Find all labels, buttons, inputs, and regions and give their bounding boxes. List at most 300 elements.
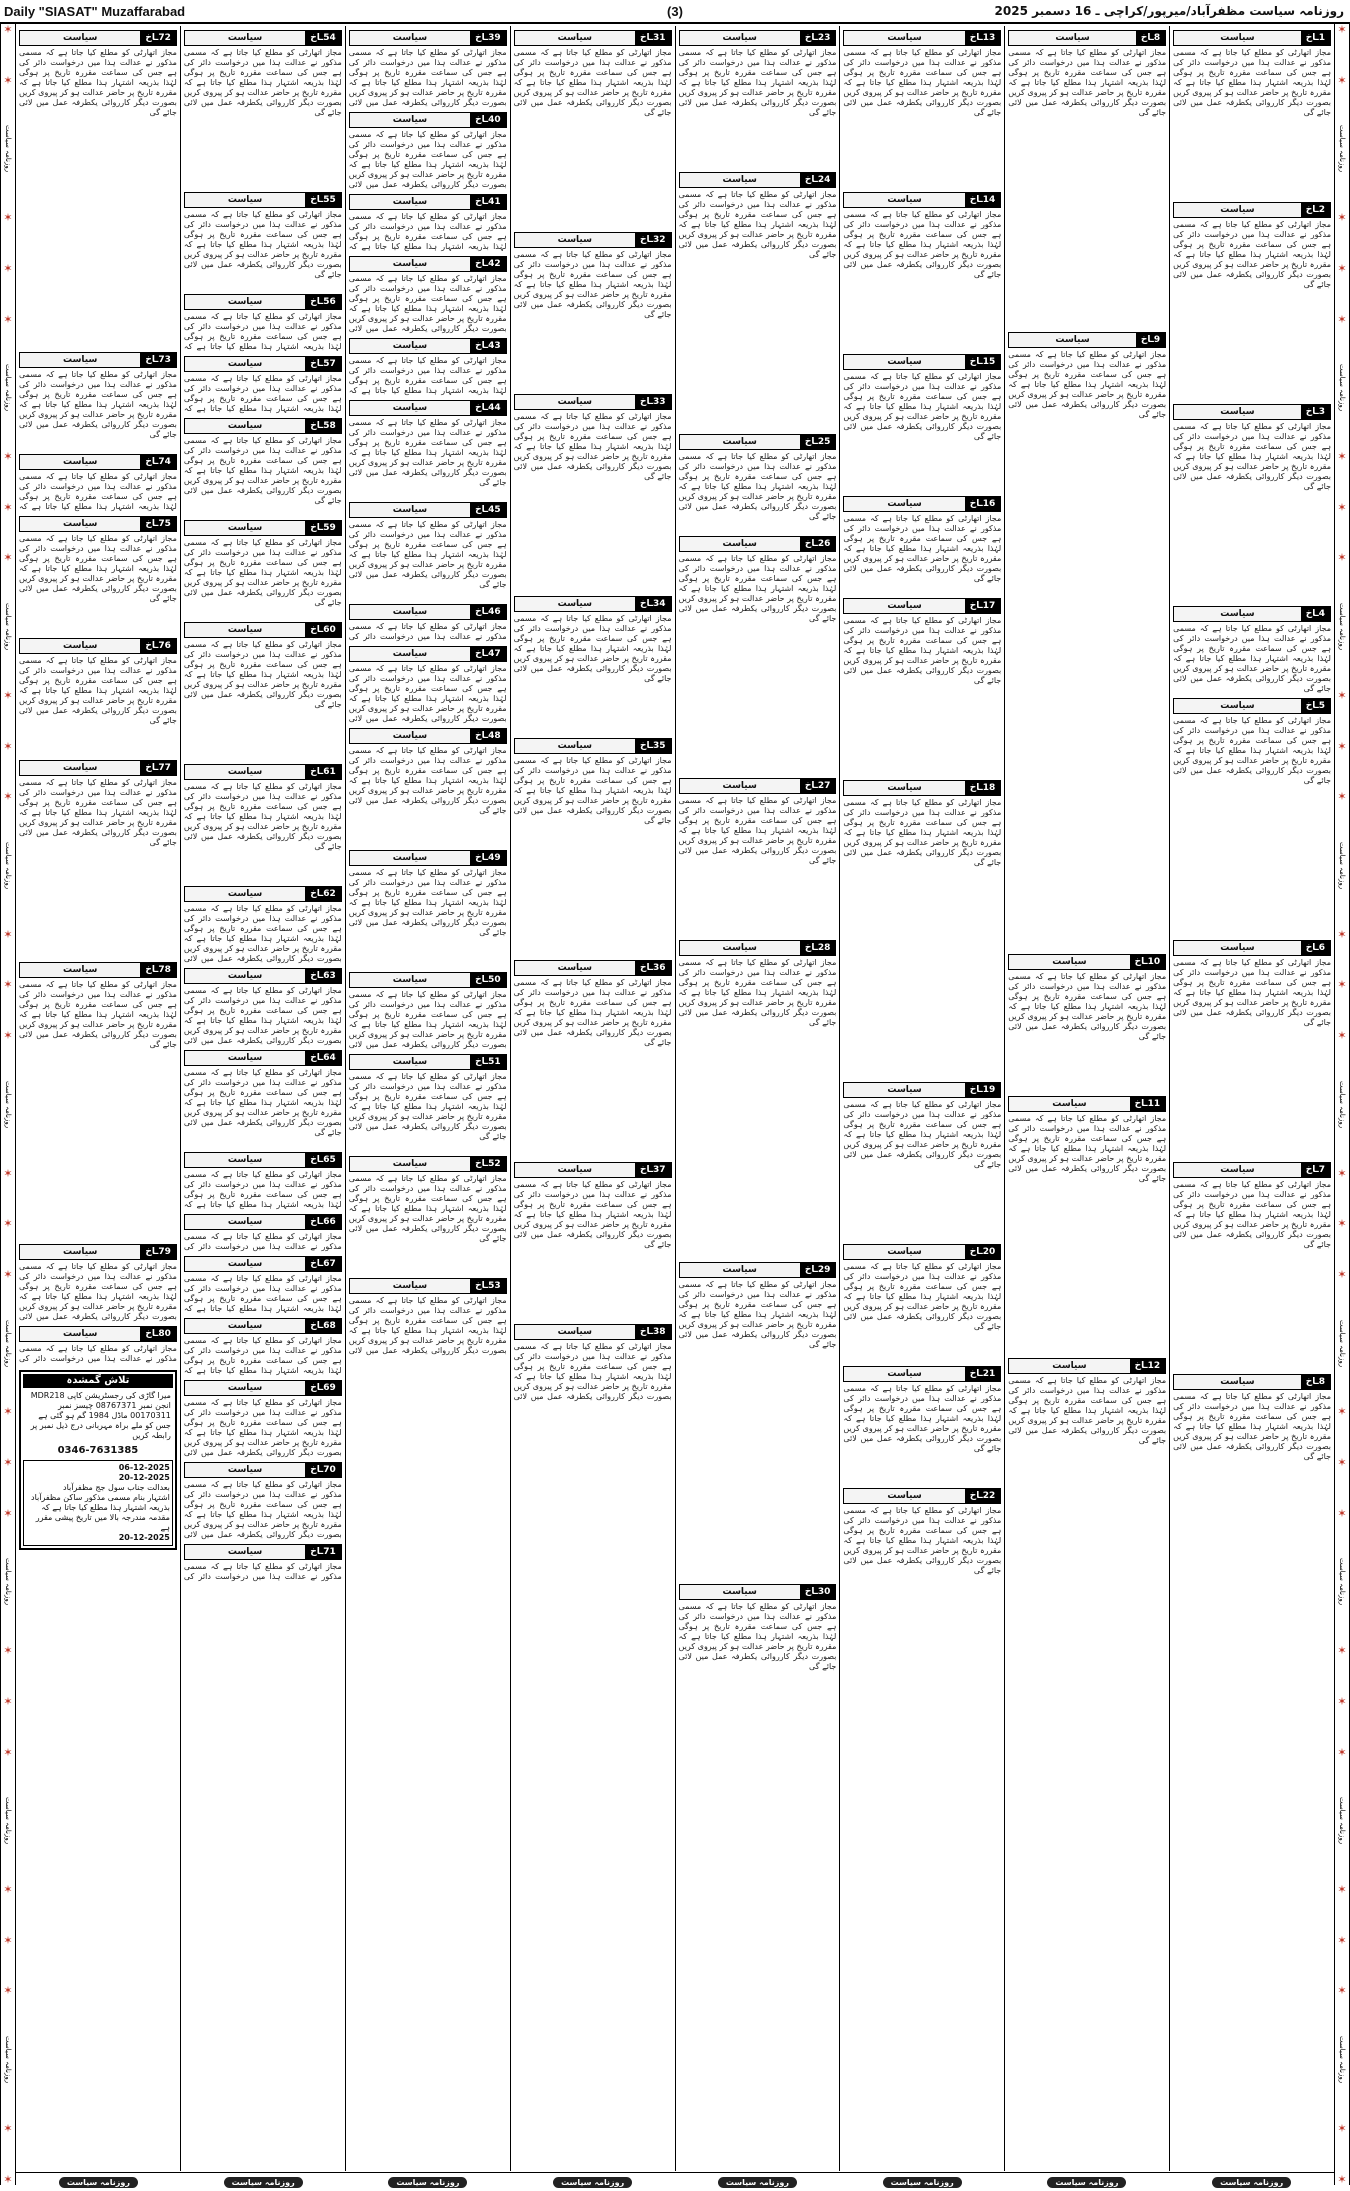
notice-header <box>349 850 507 866</box>
notice-brand: سیاست <box>722 943 757 953</box>
notice-brand: سیاست <box>227 889 263 899</box>
bottom-band-label: روزنامہ سیاست <box>59 2177 138 2188</box>
notice-number: 28ـاخ <box>800 941 835 955</box>
notice <box>184 1050 342 1148</box>
notice-brand: سیاست <box>1052 1099 1087 1109</box>
notice-text: مجاز اتھارٹی کو مطلع کیا جاتا ہے کہ مسمی مذکور نے عدالت ہذا میں درخواست دائر کی ہے جس کی سماعت مقررہ تاریخ پر ہوگی لہٰذا بذریعہ اشتہار ہذا مطلع کیا جاتا ہے کہ مقررہ تاریخ پر حاضر عدالت ہو کر پیروی کریں بصورت دیگر کارروائی یکطرفہ عمل میں لائی <box>348 1296 507 1355</box>
notice-brand: سیاست <box>1220 701 1255 711</box>
notice-header <box>349 1054 507 1070</box>
notice-number: 45ـاخ <box>470 503 505 517</box>
notice-brand: سیاست <box>1220 1165 1255 1175</box>
notice-brand: سیاست <box>1055 335 1090 345</box>
notice-text: مجاز اتھارٹی کو مطلع کیا جاتا ہے کہ مسمی مذکور نے عدالت ہذا میں درخواست دائر کی ہے جس کی سماعت مقررہ تاریخ پر ہوگی لہٰذا بذریعہ اشتہار ہذا مطلع کیا جاتا ہے کہ مقررہ تاریخ پر حاضر عدالت ہو کر پیروی کریں بصورت دیگر کارروائی یکطرفہ عمل میں لائی جائے گی <box>513 978 672 1047</box>
notice-text: مجاز اتھارٹی کو مطلع کیا جاتا ہے کہ مسمی مذکور نے عدالت ہذا میں درخواست دائر کی ہے جس کی سماعت مقررہ تاریخ پر ہوگی لہٰذا بذریعہ اشتہار ہذا مطلع کیا جاتا ہے کہ مقررہ تاریخ پر حاضر عدالت ہو کر پیروی کریں بصورت دیگر کارروائی یکطرفہ عمل میں لائی جائے گی <box>1008 972 1167 1041</box>
notice <box>184 192 342 290</box>
notice-brand: سیاست <box>887 783 922 793</box>
notice-text: مجاز اتھارٹی کو مطلع کیا جاتا ہے کہ مسمی مذکور نے عدالت ہذا میں درخواست دائر کی ہے جس کی سماعت مقررہ تاریخ پر ہوگی لہٰذا بذریعہ اشتہار ہذا مطلع کیا جاتا ہے کہ مقررہ تاریخ پر حاضر عدالت ہو کر پیروی کریں بصورت دیگر کارروائی یکطرفہ عمل میں لائی جائے گی <box>1008 1376 1167 1445</box>
notice-text: مجاز اتھارٹی کو مطلع کیا جاتا ہے کہ مسمی مذکور نے عدالت ہذا میں درخواست دائر کی ہے جس کی سماعت مقررہ تاریخ پر ہوگی لہٰذا بذریعہ اشتہار ہذا مطلع کیا جاتا ہے کہ مقررہ تاریخ پر حاضر عدالت ہو کر پیروی کریں بصورت دیگر کارروائی یکطرفہ عمل میں لائی جائے گی <box>1173 624 1331 693</box>
notice <box>1173 606 1331 694</box>
star-ornament-icon: ✶ <box>3 450 13 464</box>
notice-number: 6ـاخ <box>1301 941 1330 955</box>
bottom-band-label: روزنامہ سیاست <box>1047 2177 1126 2188</box>
notice-number: 49ـاخ <box>470 851 505 865</box>
notice-text: مجاز اتھارٹی کو مطلع کیا جاتا ہے کہ مسمی مذکور نے عدالت ہذا میں درخواست دائر کی ہے جس کی سماعت مقررہ تاریخ پر ہوگی لہٰذا بذریعہ اشتہار ہذا مطلع کیا جاتا ہے کہ مقررہ تاریخ پر حاضر عدالت ہو کر پیروی کریں بصورت دیگر کارروائی یکطرفہ عمل میں لائی جائے گی <box>348 520 507 589</box>
notice <box>514 30 672 228</box>
bottom-band-label: روزنامہ سیاست <box>1212 2177 1291 2188</box>
star-ornament-icon: ✶ <box>1337 1217 1347 1231</box>
notice-brand: سیاست <box>227 625 263 635</box>
notice-brand: سیاست <box>1220 1377 1255 1387</box>
notice-text: مجاز اتھارٹی کو مطلع کیا جاتا ہے کہ مسمی مذکور نے عدالت ہذا میں درخواست دائر کی ہے جس کی سماعت مقررہ تاریخ پر ہوگی لہٰذا بذریعہ اشتہار ہذا مطلع کیا جاتا ہے کہ <box>183 374 342 413</box>
notice <box>19 760 177 958</box>
notice-header <box>843 1082 1001 1098</box>
notice-number: 72ـاخ <box>140 31 175 45</box>
star-ornament-icon: ✶ <box>1337 1984 1347 1998</box>
column <box>510 26 675 2171</box>
star-ornament-icon: ✶ <box>3 1933 13 1947</box>
notice-brand: سیاست <box>227 1259 263 1269</box>
notice-brand: سیاست <box>392 1057 428 1067</box>
star-ornament-icon: ✶ <box>3 1405 13 1419</box>
notice-text: مجاز اتھارٹی کو مطلع کیا جاتا ہے کہ مسمی مذکور نے عدالت ہذا میں درخواست دائر کی ہے جس کی سماعت مقررہ تاریخ پر ہوگی لہٰذا بذریعہ اشتہار ہذا مطلع کیا جاتا ہے کہ مقررہ تاریخ پر حاضر عدالت ہو کر پیروی کریں بصورت دیگر کارروائی یکطرفہ عمل میں لائی جائے گی <box>348 1174 507 1243</box>
notice-brand: سیاست <box>227 1321 263 1331</box>
column <box>675 26 840 2171</box>
star-ornament-icon: ✶ <box>3 790 13 804</box>
notice-number: 77ـاخ <box>140 761 175 775</box>
notice <box>349 400 507 498</box>
adv-date-2: 20-12-2025 <box>118 1473 170 1482</box>
column <box>16 26 180 2171</box>
notice-text: مجاز اتھارٹی کو مطلع کیا جاتا ہے کہ مسمی مذکور نے عدالت ہذا میں درخواست دائر کی ہے جس کی سماعت مقررہ تاریخ پر ہوگی لہٰذا بذریعہ اشتہار ہذا مطلع کیا جاتا ہے کہ <box>183 1170 342 1209</box>
notice <box>184 1214 342 1252</box>
notice-text: مجاز اتھارٹی کو مطلع کیا جاتا ہے کہ مسمی مذکور نے عدالت ہذا میں درخواست دائر کی ہے جس کی سماعت مقررہ تاریخ پر ہوگی لہٰذا بذریعہ اشتہار ہذا مطلع کیا جاتا ہے کہ مقررہ تاریخ پر حاضر عدالت ہو کر پیروی کریں بصورت دیگر کارروائی یکطرفہ عمل میں لائی جائے گی <box>513 614 672 683</box>
notice-header <box>679 172 837 188</box>
star-ornament-icon: ✶ <box>3 23 13 36</box>
notice-number: 31ـاخ <box>635 31 670 45</box>
notice <box>1008 332 1166 950</box>
notice-text: مجاز اتھارٹی کو مطلع کیا جاتا ہے کہ مسمی مذکور نے عدالت ہذا میں درخواست دائر کی <box>183 1232 342 1251</box>
notice-number: 54ـاخ <box>305 31 340 45</box>
notice <box>349 502 507 600</box>
notice-text: مجاز اتھارٹی کو مطلع کیا جاتا ہے کہ مسمی مذکور نے عدالت ہذا میں درخواست دائر کی ہے جس کی سماعت مقررہ تاریخ پر ہوگی لہٰذا بذریعہ اشتہار ہذا مطلع کیا جاتا ہے کہ مقررہ تاریخ پر حاضر عدالت ہو کر پیروی کریں بصورت دیگر کارروائی یکطرفہ عمل میں لائی جائے گی <box>183 210 342 279</box>
notice-text: مجاز اتھارٹی کو مطلع کیا جاتا ہے کہ مسمی مذکور نے عدالت ہذا میں درخواست دائر کی ہے جس کی سماعت مقررہ تاریخ پر ہوگی لہٰذا بذریعہ اشتہار ہذا مطلع کیا جاتا ہے کہ مقررہ تاریخ پر حاضر عدالت ہو کر پیروی کریں بصورت دیگر کارروائی یکطرفہ عمل میں لائی جائے گی <box>678 1280 837 1349</box>
notice-number: 66ـاخ <box>305 1215 340 1229</box>
notice-columns <box>16 26 1334 2171</box>
notice <box>1008 30 1166 328</box>
notice <box>514 1324 672 1402</box>
notice-header <box>19 30 177 46</box>
notice <box>679 1584 837 1782</box>
notice <box>843 1244 1001 1362</box>
right-ornament-border <box>1334 24 1350 2185</box>
notice-number: 52ـاخ <box>470 1157 505 1171</box>
notice <box>184 520 342 618</box>
side-tag: روزنامہ سیاست <box>4 841 12 890</box>
notice-header <box>349 256 507 272</box>
notice-header <box>349 400 507 416</box>
notice-text: مجاز اتھارٹی کو مطلع کیا جاتا ہے کہ مسمی مذکور نے عدالت ہذا میں درخواست دائر کی ہے جس کی سماعت مقررہ تاریخ پر ہوگی لہٰذا بذریعہ اشتہار ہذا مطلع کیا جاتا ہے کہ <box>19 472 177 511</box>
notice-text: مجاز اتھارٹی کو مطلع کیا جاتا ہے کہ مسمی مذکور نے عدالت ہذا میں درخواست دائر کی <box>348 622 507 641</box>
star-ornament-icon: ✶ <box>3 1166 13 1180</box>
notice-header <box>1008 1096 1166 1112</box>
star-ornament-icon: ✶ <box>1337 312 1347 326</box>
notice <box>184 1544 342 1582</box>
notice-text: مجاز اتھارٹی کو مطلع کیا جاتا ہے کہ مسمی مذکور نے عدالت ہذا میں درخواست دائر کی ہے جس کی سماعت مقررہ تاریخ پر ہوگی لہٰذا بذریعہ اشتہار ہذا مطلع کیا جاتا ہے کہ مقررہ تاریخ پر حاضر عدالت ہو کر پیروی کریں بصورت دیگر کارروائی یکطرفہ عمل میں لائی جائے گی <box>183 436 342 505</box>
notice-number: 41ـاخ <box>470 195 505 209</box>
notice-brand: سیاست <box>1055 33 1090 43</box>
notice <box>184 294 342 352</box>
notice <box>514 596 672 734</box>
notice-header <box>19 638 177 654</box>
notice <box>1008 1096 1166 1354</box>
notice <box>349 338 507 396</box>
notice <box>1173 698 1331 936</box>
notice-text: مجاز اتھارٹی کو مطلع کیا جاتا ہے کہ مسمی مذکور نے عدالت ہذا میں درخواست دائر کی ہے جس کی سماعت مقررہ تاریخ پر ہوگی لہٰذا بذریعہ اشتہار ہذا مطلع کیا جاتا ہے کہ مقررہ تاریخ پر حاضر عدالت ہو کر پیروی کریں بصورت دیگر کارروائی یکطرفہ عمل میں لائی <box>19 1262 177 1321</box>
notice-header <box>184 1256 342 1272</box>
notice <box>1173 1162 1331 1370</box>
notice-number: 70ـاخ <box>305 1463 340 1477</box>
notice-brand: سیاست <box>722 781 757 791</box>
star-ornament-icon: ✶ <box>1337 211 1347 225</box>
notice <box>184 886 342 964</box>
notice <box>184 356 342 414</box>
notice-number: 33ـاخ <box>635 395 670 409</box>
notice-number: 25ـاخ <box>800 435 835 449</box>
notice-brand: سیاست <box>227 359 263 369</box>
notice <box>184 622 342 760</box>
notice <box>349 1054 507 1152</box>
star-ornament-icon: ✶ <box>1337 1745 1347 1759</box>
side-tag: روزنامہ سیاست <box>1338 364 1346 412</box>
side-tag: روزنامہ سیاست <box>4 1319 12 1367</box>
notice-number: 2ـاخ <box>1301 203 1330 217</box>
notice-number: 5ـاخ <box>1301 699 1330 713</box>
notice-header <box>184 30 342 46</box>
notice-brand: سیاست <box>722 539 757 549</box>
notice <box>843 496 1001 594</box>
notice-number: 30ـاخ <box>800 1585 835 1599</box>
notice-number: 35ـاخ <box>635 739 670 753</box>
notice-text: مجاز اتھارٹی کو مطلع کیا جاتا ہے کہ مسمی مذکور نے عدالت ہذا میں درخواست دائر کی ہے جس کی سماعت مقررہ تاریخ پر ہوگی لہٰذا بذریعہ اشتہار ہذا مطلع کیا جاتا ہے کہ مقررہ تاریخ پر حاضر عدالت ہو کر پیروی کریں بصورت دیگر کارروائی یکطرفہ عمل میں لائی جائے گی <box>513 412 672 481</box>
notice-brand: سیاست <box>1052 1361 1087 1371</box>
notice-text: مجاز اتھارٹی کو مطلع کیا جاتا ہے کہ مسمی مذکور نے عدالت ہذا میں درخواست دائر کی ہے جس کی سماعت مقررہ تاریخ پر ہوگی لہٰذا بذریعہ اشتہار ہذا مطلع کیا جاتا ہے کہ <box>183 1274 342 1313</box>
star-ornament-icon: ✶ <box>1337 978 1347 992</box>
notice <box>184 968 342 1046</box>
notice-number: 20ـاخ <box>965 1245 1000 1259</box>
notice <box>843 780 1001 1078</box>
notice <box>184 1380 342 1458</box>
side-tag: روزنامہ سیاست <box>1338 1080 1346 1128</box>
notice-brand: سیاست <box>392 259 428 269</box>
notice-text: مجاز اتھارٹی کو مطلع کیا جاتا ہے کہ مسمی مذکور نے عدالت ہذا میں درخواست دائر کی <box>183 1562 342 1581</box>
notice-number: 51ـاخ <box>470 1055 505 1069</box>
notice-number: 10ـاخ <box>1130 955 1165 969</box>
star-ornament-icon: ✶ <box>1337 551 1347 565</box>
notice-brand: سیاست <box>887 601 922 611</box>
notice-header <box>349 728 507 744</box>
notice-number: 42ـاخ <box>470 257 505 271</box>
notice-text: مجاز اتھارٹی کو مطلع کیا جاتا ہے کہ مسمی مذکور نے عدالت ہذا میں درخواست دائر کی ہے جس کی سماعت مقررہ تاریخ پر ہوگی لہٰذا بذریعہ اشتہار ہذا مطلع کیا جاتا ہے کہ مقررہ تاریخ پر حاضر عدالت ہو کر پیروی کریں بصورت دیگر کارروائی یکطرفہ عمل میں لائی جائے گی <box>348 868 507 937</box>
notice <box>349 850 507 968</box>
star-ornament-icon: ✶ <box>1337 500 1347 514</box>
notice-text: مجاز اتھارٹی کو مطلع کیا جاتا ہے کہ مسمی مذکور نے عدالت ہذا میں درخواست دائر کی ہے جس کی سماعت مقررہ تاریخ پر ہوگی لہٰذا بذریعہ اشتہار ہذا مطلع کیا جاتا ہے کہ مقررہ تاریخ پر حاضر عدالت ہو کر پیروی کریں بصورت دیگر کارروائی یکطرفہ عمل میں لائی جائے گی <box>348 418 507 487</box>
notice <box>843 354 1001 492</box>
side-tag: روزنامہ سیاست <box>4 1797 12 1845</box>
notice-number: 8ـاخ <box>1301 1375 1330 1389</box>
side-tag: روزنامہ سیاست <box>1338 603 1346 651</box>
side-tag: روزنامہ سیاست <box>4 603 12 651</box>
notice-header <box>843 1366 1001 1382</box>
side-tag: روزنامہ سیاست <box>4 2036 12 2084</box>
notice-brand: سیاست <box>887 33 922 43</box>
notice <box>843 1082 1001 1240</box>
notice-header <box>184 1462 342 1478</box>
notice-number: 1ـاخ <box>1301 31 1330 45</box>
notice-brand: سیاست <box>722 33 757 43</box>
notice <box>184 30 342 188</box>
notice-brand: سیاست <box>557 741 592 751</box>
notice-text: مجاز اتھارٹی کو مطلع کیا جاتا ہے کہ مسمی مذکور نے عدالت ہذا میں درخواست دائر کی ہے جس کی سماعت مقررہ تاریخ پر ہوگی لہٰذا بذریعہ اشتہار ہذا مطلع کیا جاتا ہے کہ مقررہ تاریخ پر حاضر عدالت ہو کر پیروی کریں بصورت دیگر کارروائی یکطرفہ عمل میں لائی <box>183 904 342 963</box>
notice-number: 4ـاخ <box>1301 607 1330 621</box>
notice-text: مجاز اتھارٹی کو مطلع کیا جاتا ہے کہ مسمی مذکور نے عدالت ہذا میں درخواست دائر کی ہے جس کی سماعت مقررہ تاریخ پر ہوگی لہٰذا بذریعہ اشتہار ہذا مطلع کیا جاتا ہے کہ مقررہ تاریخ پر حاضر عدالت ہو کر پیروی کریں بصورت دیگر کارروائی یکطرفہ عمل میں لائی جائے گی <box>183 782 342 851</box>
notice-header <box>843 1244 1001 1260</box>
masthead-urdu-title: روزنامہ سیاست مظفرآباد/میرپور/کراچی ـ 16 دسمبر 2025 <box>994 4 1344 18</box>
notice-number: 32ـاخ <box>635 233 670 247</box>
notice-brand: سیاست <box>392 1159 428 1169</box>
notice-text: مجاز اتھارٹی کو مطلع کیا جاتا ہے کہ مسمی مذکور نے عدالت ہذا میں درخواست دائر کی ہے جس کی سماعت مقررہ تاریخ پر ہوگی لہٰذا بذریعہ اشتہار ہذا مطلع کیا جاتا ہے کہ مقررہ تاریخ پر حاضر عدالت ہو کر پیروی کریں بصورت دیگر کارروائی یکطرفہ عمل میں لائی جائے گی <box>513 1180 672 1249</box>
notice <box>19 352 177 450</box>
notice <box>679 1262 837 1580</box>
notice-text: مجاز اتھارٹی کو مطلع کیا جاتا ہے کہ مسمی مذکور نے عدالت ہذا میں درخواست دائر کی ہے جس کی سماعت مقررہ تاریخ پر ہوگی لہٰذا بذریعہ اشتہار ہذا مطلع کیا جاتا ہے کہ مقررہ تاریخ پر حاضر عدالت ہو کر پیروی کریں بصورت دیگر کارروائی یکطرفہ عمل میں لائی جائے گی <box>348 746 507 815</box>
notice-brand: سیاست <box>63 1247 98 1257</box>
notice-header <box>1173 940 1331 956</box>
notice-text: مجاز اتھارٹی کو مطلع کیا جاتا ہے کہ مسمی مذکور نے عدالت ہذا میں درخواست دائر کی ہے جس کی سماعت مقررہ تاریخ پر ہوگی لہٰذا بذریعہ اشتہار ہذا مطلع کیا جاتا ہے کہ مقررہ تاریخ پر حاضر عدالت ہو کر پیروی کریں بصورت دیگر کارروائی یکطرفہ عمل میں لائی جائے گی <box>1173 1392 1331 1461</box>
adv-date-3: 20-12-2025 <box>118 1533 170 1542</box>
adv-date-1: 06-12-2025 <box>118 1463 170 1472</box>
notice-text: مجاز اتھارٹی کو مطلع کیا جاتا ہے کہ مسمی مذکور نے عدالت ہذا میں درخواست دائر کی ہے جس کی سماعت مقررہ تاریخ پر ہوگی لہٰذا بذریعہ اشتہار ہذا مطلع کیا جاتا ہے کہ مقررہ تاریخ پر حاضر عدالت ہو کر پیروی کریں بصورت دیگر کارروائی یکطرفہ عمل میں لائی جائے گی <box>1173 716 1331 785</box>
notice-header <box>843 192 1001 208</box>
notice-number: 18ـاخ <box>965 781 1000 795</box>
notice-header <box>349 30 507 46</box>
notice-text: مجاز اتھارٹی کو مطلع کیا جاتا ہے کہ مسمی مذکور نے عدالت ہذا میں درخواست دائر کی ہے جس کی سماعت مقررہ تاریخ پر ہوگی لہٰذا بذریعہ اشتہار ہذا مطلع کیا جاتا ہے کہ مقررہ تاریخ پر حاضر عدالت ہو کر پیروی کریں بصورت دیگر کارروائی یکطرفہ عمل میں لائی جائے گی <box>843 616 1002 685</box>
notice-text: مجاز اتھارٹی کو مطلع کیا جاتا ہے کہ مسمی مذکور نے عدالت ہذا میں درخواست دائر کی ہے جس کی سماعت مقررہ تاریخ پر ہوگی لہٰذا بذریعہ اشتہار ہذا مطلع کیا جاتا ہے کہ مقررہ تاریخ پر حاضر عدالت ہو کر پیروی کریں بصورت دیگر کارروائی یکطرفہ عمل میں لائی جائے گی <box>678 48 837 117</box>
star-ornament-icon: ✶ <box>1337 2121 1347 2135</box>
notice-number: 74ـاخ <box>140 455 175 469</box>
notice-brand: سیاست <box>887 1247 922 1257</box>
notice-header <box>349 194 507 210</box>
notice-brand: سیاست <box>392 403 428 413</box>
notice-header <box>349 972 507 988</box>
notice <box>843 1366 1001 1484</box>
notice-header <box>1008 332 1166 348</box>
notice-text: مجاز اتھارٹی کو مطلع کیا جاتا ہے کہ مسمی مذکور نے عدالت ہذا میں درخواست دائر کی ہے جس کی سماعت مقررہ تاریخ پر ہوگی لہٰذا بذریعہ اشتہار ہذا مطلع کیا جاتا ہے کہ مقررہ تاریخ پر حاضر عدالت ہو کر پیروی کریں بصورت دیگر کارروائی یکطرفہ عمل میں لائی جائے گی <box>1008 350 1167 419</box>
notice-header <box>1173 30 1331 46</box>
notice-header <box>19 760 177 776</box>
notice-brand: سیاست <box>392 1281 428 1291</box>
notice-number: 62ـاخ <box>305 887 340 901</box>
notice-brand: سیاست <box>722 437 757 447</box>
star-ornament-icon: ✶ <box>3 739 13 753</box>
notice-brand: سیاست <box>63 965 98 975</box>
notice-brand: سیاست <box>227 767 263 777</box>
star-ornament-icon: ✶ <box>1337 261 1347 275</box>
notice-header <box>1173 404 1331 420</box>
notice-text: مجاز اتھارٹی کو مطلع کیا جاتا ہے کہ مسمی مذکور نے عدالت ہذا میں درخواست دائر کی ہے جس کی سماعت مقررہ تاریخ پر ہوگی لہٰذا بذریعہ اشتہار ہذا مطلع کیا جاتا ہے کہ مقررہ تاریخ پر حاضر عدالت ہو کر پیروی کریں بصورت دیگر کارروائی یکطرفہ عمل میں لائی جائے گی <box>1173 220 1331 289</box>
star-ornament-icon: ✶ <box>1337 1405 1347 1419</box>
notice-number: 12ـاخ <box>1130 1359 1165 1373</box>
notice-brand: سیاست <box>392 341 428 351</box>
notice <box>184 1152 342 1210</box>
masthead-english-title: Daily "SIASAT" Muzaffarabad <box>4 3 186 19</box>
bottom-band-label: روزنامہ سیاست <box>388 2177 467 2188</box>
star-ornament-icon: ✶ <box>3 2172 13 2186</box>
notice-header <box>679 536 837 552</box>
star-ornament-icon: ✶ <box>3 1745 13 1759</box>
notice-header <box>184 418 342 434</box>
star-ornament-icon: ✶ <box>1337 1694 1347 1708</box>
star-ornament-icon: ✶ <box>1337 1883 1347 1897</box>
notice-number: 40ـاخ <box>470 113 505 127</box>
page-number: (3) <box>667 3 683 19</box>
notice-brand: سیاست <box>557 1327 592 1337</box>
lost-and-found-box <box>19 1370 177 1550</box>
notice-header <box>1173 1162 1331 1178</box>
notice-header <box>349 112 507 128</box>
star-ornament-icon: ✶ <box>1337 927 1347 941</box>
notice-number: 47ـاخ <box>470 647 505 661</box>
notice-header <box>19 352 177 368</box>
side-tag: روزنامہ سیاست <box>1338 1558 1346 1606</box>
star-ornament-icon: ✶ <box>1337 23 1347 36</box>
lost-box-title: تلاش گمشدہ <box>23 1374 173 1388</box>
notice-brand: سیاست <box>63 1329 98 1339</box>
star-ornament-icon: ✶ <box>3 1644 13 1658</box>
star-ornament-icon: ✶ <box>1337 739 1347 753</box>
notice-text: مجاز اتھارٹی کو مطلع کیا جاتا ہے کہ مسمی مذکور نے عدالت ہذا میں درخواست دائر کی ہے جس کی سماعت مقررہ تاریخ پر ہوگی لہٰذا بذریعہ اشتہار ہذا مطلع کیا جاتا ہے کہ مقررہ تاریخ پر حاضر عدالت ہو کر پیروی کریں بصورت دیگر کارروائی یکطرفہ عمل میں لائی <box>348 130 507 189</box>
notice-text: مجاز اتھارٹی کو مطلع کیا جاتا ہے کہ مسمی مذکور نے عدالت ہذا میں درخواست دائر کی ہے جس کی سماعت مقررہ تاریخ پر ہوگی لہٰذا بذریعہ اشتہار ہذا مطلع کیا جاتا ہے کہ مقررہ تاریخ پر حاضر عدالت ہو کر پیروی کریں بصورت دیگر کارروائی یکطرفہ عمل میں لائی جائے گی <box>843 48 1002 117</box>
notice-text: مجاز اتھارٹی کو مطلع کیا جاتا ہے کہ مسمی مذکور نے عدالت ہذا میں درخواست دائر کی ہے جس کی سماعت مقررہ تاریخ پر ہوگی لہٰذا بذریعہ اشتہار ہذا مطلع کیا جاتا ہے کہ مقررہ تاریخ پر حاضر عدالت ہو کر پیروی کریں بصورت دیگر کارروائی یکطرفہ عمل میں لائی جائے گی <box>1008 48 1167 117</box>
notice-text: مجاز اتھارٹی کو مطلع کیا جاتا ہے کہ مسمی مذکور نے عدالت ہذا میں درخواست دائر کی ہے جس کی سماعت مقررہ تاریخ پر ہوگی لہٰذا بذریعہ اشتہار ہذا مطلع کیا جاتا ہے کہ مقررہ تاریخ پر حاضر عدالت ہو کر پیروی کریں بصورت دیگر کارروائی یکطرفہ عمل میں لائی جائے گی <box>19 656 177 725</box>
notice-brand: سیاست <box>722 175 757 185</box>
notice-text: مجاز اتھارٹی کو مطلع کیا جاتا ہے کہ مسمی مذکور نے عدالت ہذا میں درخواست دائر کی ہے جس کی سماعت مقررہ تاریخ پر ہوگی لہٰذا بذریعہ اشتہار ہذا مطلع کیا جاتا ہے کہ مقررہ تاریخ پر حاضر عدالت ہو کر پیروی کریں بصورت دیگر کارروائی یکطرفہ عمل میں لائی جائے گی <box>843 1384 1002 1453</box>
notice-text: مجاز اتھارٹی کو مطلع کیا جاتا ہے کہ مسمی مذکور نے عدالت ہذا میں درخواست دائر کی ہے جس کی سماعت مقررہ تاریخ پر ہوگی لہٰذا بذریعہ اشتہار ہذا مطلع کیا جاتا ہے کہ مقررہ تاریخ پر حاضر عدالت ہو کر پیروی کریں بصورت دیگر کارروائی یکطرفہ عمل میں لائی جائے گی <box>843 514 1002 583</box>
notice-text: مجاز اتھارٹی کو مطلع کیا جاتا ہے کہ مسمی مذکور نے عدالت ہذا میں درخواست دائر کی ہے جس کی سماعت مقررہ تاریخ پر ہوگی لہٰذا بذریعہ اشتہار ہذا مطلع کیا جاتا ہے کہ مقررہ تاریخ پر حاضر عدالت ہو کر پیروی کریں بصورت دیگر کارروائی یکطرفہ عمل میں لائی جائے گی <box>843 798 1002 867</box>
star-ornament-icon: ✶ <box>3 551 13 565</box>
notice-header <box>679 434 837 450</box>
notice-text: مجاز اتھارٹی کو مطلع کیا جاتا ہے کہ مسمی مذکور نے عدالت ہذا میں درخواست دائر کی ہے جس کی سماعت مقررہ تاریخ پر ہوگی لہٰذا بذریعہ اشتہار ہذا مطلع کیا جاتا ہے کہ مقررہ تاریخ پر حاضر عدالت ہو کر پیروی کریں بصورت دیگر کارروائی یکطرفہ عمل میں لائی جائے گی <box>1173 422 1331 491</box>
notice <box>349 972 507 1050</box>
notice-text: مجاز اتھارٹی کو مطلع کیا جاتا ہے کہ مسمی مذکور نے عدالت ہذا میں درخواست دائر کی <box>19 1344 177 1363</box>
notice-number: 68ـاخ <box>305 1319 340 1333</box>
notice-number: 71ـاخ <box>305 1545 340 1559</box>
notice <box>19 962 177 1240</box>
notice-brand: سیاست <box>1220 943 1255 953</box>
notice-number: 46ـاخ <box>470 605 505 619</box>
notice-brand: سیاست <box>557 33 592 43</box>
notice-header <box>1173 1374 1331 1390</box>
star-ornament-icon: ✶ <box>3 2121 13 2135</box>
notice-header <box>19 516 177 532</box>
notice-text: مجاز اتھارٹی کو مطلع کیا جاتا ہے کہ مسمی مذکور نے عدالت ہذا میں درخواست دائر کی ہے جس کی سماعت مقررہ تاریخ پر ہوگی لہٰذا بذریعہ اشتہار ہذا مطلع کیا جاتا ہے کہ مقررہ تاریخ پر حاضر عدالت ہو کر پیروی کریں بصورت دیگر کارروائی یکطرفہ عمل میں لائی جائے گی <box>678 958 837 1027</box>
notice-number: 22ـاخ <box>965 1489 1000 1503</box>
side-tag: روزنامہ سیاست <box>4 364 12 412</box>
notice-header <box>679 1262 837 1278</box>
star-ornament-icon: ✶ <box>1337 450 1347 464</box>
notice <box>349 1156 507 1274</box>
notice <box>843 1488 1001 1646</box>
notice <box>514 394 672 592</box>
notice-brand: سیاست <box>392 731 428 741</box>
notice-header <box>184 764 342 780</box>
notice-number: 59ـاخ <box>305 521 340 535</box>
notice-text: مجاز اتھارٹی کو مطلع کیا جاتا ہے کہ مسمی مذکور نے عدالت ہذا میں درخواست دائر کی ہے جس کی سماعت مقررہ تاریخ پر ہوگی لہٰذا بذریعہ اشتہار ہذا مطلع کیا جاتا ہے کہ مقررہ تاریخ پر حاضر عدالت ہو کر پیروی کریں بصورت دیگر کارروائی یکطرفہ عمل میں لائی جائے گی <box>843 1100 1002 1169</box>
notice-brand: سیاست <box>392 115 428 125</box>
notice <box>679 940 837 1258</box>
star-ornament-icon: ✶ <box>1337 1029 1347 1043</box>
notice-brand: سیاست <box>227 1383 263 1393</box>
notice-number: 55ـاخ <box>305 193 340 207</box>
adv-title: بعدالت جناب سول جج مظفرآباد <box>63 1483 170 1492</box>
notice-text: مجاز اتھارٹی کو مطلع کیا جاتا ہے کہ مسمی مذکور نے عدالت ہذا میں درخواست دائر کی ہے جس کی سماعت مقررہ تاریخ پر ہوگی لہٰذا بذریعہ اشتہار ہذا مطلع کیا جاتا ہے کہ مقررہ تاریخ پر حاضر عدالت ہو کر پیروی کریں بصورت دیگر کارروائی یکطرفہ عمل میں لائی جائے گی <box>1173 1180 1331 1249</box>
star-ornament-icon: ✶ <box>3 1506 13 1520</box>
notice-header <box>184 1318 342 1334</box>
notice-header <box>679 1584 837 1600</box>
notice-header <box>349 646 507 662</box>
side-tag: روزنامہ سیاست <box>4 1080 12 1128</box>
notice-text: مجاز اتھارٹی کو مطلع کیا جاتا ہے کہ مسمی مذکور نے عدالت ہذا میں درخواست دائر کی ہے جس کی سماعت مقررہ تاریخ پر ہوگی لہٰذا بذریعہ اشتہار ہذا مطلع کیا جاتا ہے کہ مقررہ تاریخ پر حاضر عدالت ہو کر پیروی کریں بصورت دیگر کارروائی یکطرفہ عمل میں لائی جائے گی <box>1173 958 1331 1027</box>
notice-header <box>514 738 672 754</box>
notice-text: مجاز اتھارٹی کو مطلع کیا جاتا ہے کہ مسمی مذکور نے عدالت ہذا میں درخواست دائر کی ہے جس کی سماعت مقررہ تاریخ پر ہوگی لہٰذا بذریعہ اشتہار ہذا مطلع کیا جاتا ہے کہ مقررہ تاریخ پر حاضر عدالت ہو کر پیروی کریں بصورت دیگر کارروائی یکطرفہ عمل میں لائی جائے گی <box>513 250 672 319</box>
notice-header <box>19 1326 177 1342</box>
notice-header <box>514 960 672 976</box>
bottom-band-label: روزنامہ سیاست <box>718 2177 797 2188</box>
star-ornament-icon: ✶ <box>1337 1644 1347 1658</box>
side-tag: روزنامہ سیاست <box>1338 1797 1346 1845</box>
notice-header <box>184 1544 342 1560</box>
notice-header <box>514 1324 672 1340</box>
notice-text: مجاز اتھارٹی کو مطلع کیا جاتا ہے کہ مسمی مذکور نے عدالت ہذا میں درخواست دائر کی ہے جس کی سماعت مقررہ تاریخ پر ہوگی لہٰذا بذریعہ اشتہار ہذا مطلع کیا جاتا ہے کہ مقررہ تاریخ پر حاضر عدالت ہو کر پیروی کریں بصورت دیگر کارروائی یکطرفہ عمل میں لائی جائے گی <box>678 554 837 623</box>
notice-header <box>843 496 1001 512</box>
notice-number: 24ـاخ <box>800 173 835 187</box>
notice <box>1173 30 1331 198</box>
notice-number: 43ـاخ <box>470 339 505 353</box>
notice-header <box>184 622 342 638</box>
notice-text: مجاز اتھارٹی کو مطلع کیا جاتا ہے کہ مسمی مذکور نے عدالت ہذا میں درخواست دائر کی ہے جس کی سماعت مقررہ تاریخ پر ہوگی لہٰذا بذریعہ اشتہار ہذا مطلع کیا جاتا ہے کہ <box>183 1336 342 1375</box>
notice-header <box>349 338 507 354</box>
notice <box>843 598 1001 776</box>
side-tag: روزنامہ سیاست <box>4 1558 12 1606</box>
notice <box>184 418 342 516</box>
star-ornament-icon: ✶ <box>3 927 13 941</box>
notice-number: 67ـاخ <box>305 1257 340 1271</box>
notice-number: 79ـاخ <box>140 1245 175 1259</box>
star-ornament-icon: ✶ <box>3 312 13 326</box>
notice <box>514 232 672 390</box>
notice-number: 37ـاخ <box>635 1163 670 1177</box>
notice-brand: سیاست <box>557 235 592 245</box>
notice-text: مجاز اتھارٹی کو مطلع کیا جاتا ہے کہ مسمی مذکور نے عدالت ہذا میں درخواست دائر کی ہے جس کی سماعت مقررہ تاریخ پر ہوگی لہٰذا بذریعہ اشتہار ہذا مطلع کیا جاتا ہے کہ مقررہ تاریخ پر حاضر عدالت ہو کر پیروی کریں بصورت دیگر کارروائی یکطرفہ عمل میں لائی جائے گی <box>19 534 177 603</box>
notice-brand: سیاست <box>1220 407 1255 417</box>
notice-number: 73ـاخ <box>140 353 175 367</box>
notice-number: 3ـاخ <box>1301 405 1330 419</box>
notice-text: مجاز اتھارٹی کو مطلع کیا جاتا ہے کہ مسمی مذکور نے عدالت ہذا میں درخواست دائر کی ہے جس کی سماعت مقررہ تاریخ پر ہوگی لہٰذا بذریعہ اشتہار ہذا مطلع کیا جاتا ہے کہ مقررہ تاریخ پر حاضر عدالت ہو کر پیروی کریں بصورت دیگر کارروائی یکطرفہ عمل میں لائی جائے گی <box>183 48 342 117</box>
notice-brand: سیاست <box>1052 957 1087 967</box>
notice-number: 7ـاخ <box>1301 1163 1330 1177</box>
notice <box>843 192 1001 350</box>
notice-header <box>184 356 342 372</box>
notice <box>19 1244 177 1322</box>
notice-text: مجاز اتھارٹی کو مطلع کیا جاتا ہے کہ مسمی مذکور نے عدالت ہذا میں درخواست دائر کی ہے جس کی سماعت مقررہ تاریخ پر ہوگی لہٰذا بذریعہ اشتہار ہذا مطلع کیا جاتا ہے کہ مقررہ تاریخ پر حاضر عدالت ہو کر پیروی کریں بصورت دیگر کارروائی یکطرفہ عمل میں لائی جائے گی <box>678 190 837 259</box>
